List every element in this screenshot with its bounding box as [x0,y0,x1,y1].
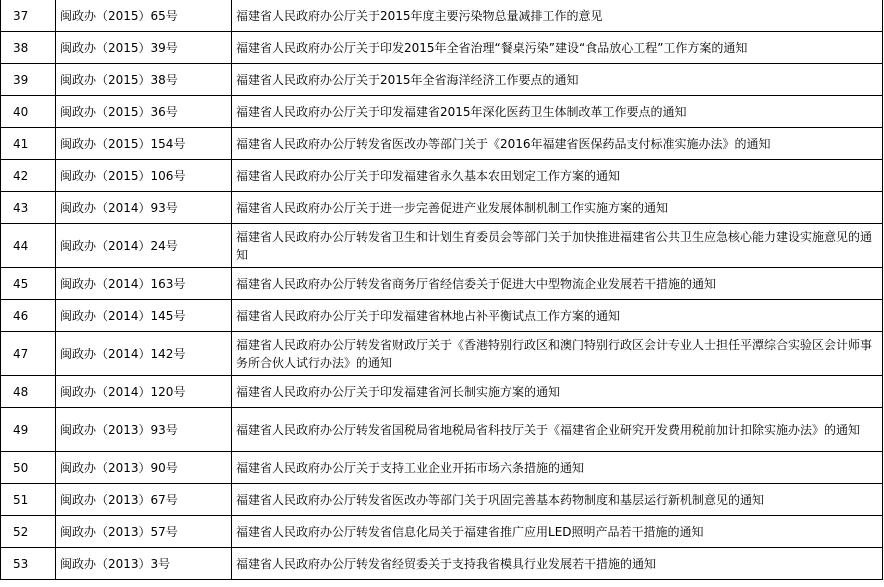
table-row [1,452,883,484]
document-title: 福建省人民政府办公厅转发省财政厅关于《香港特别行政区和澳门特别行政区会计专业人士担任平潭综合实验区会计师事务所合伙人试行办法》的通知 [232,332,883,376]
document-number: 闽政办（2013）67号 [56,484,232,516]
document-title: 福建省人民政府办公厅关于2015年全省海洋经济工作要点的通知 [232,64,883,96]
row-number: 52 [1,516,56,548]
document-title: 福建省人民政府办公厅关于印发福建省河长制实施方案的通知 [232,376,883,408]
table-row [1,548,883,580]
row-number: 50 [1,452,56,484]
document-title: 福建省人民政府办公厅关于进一步完善促进产业发展体制机制工作实施方案的通知 [232,192,883,224]
document-title: 福建省人民政府办公厅关于印发福建省永久基本农田划定工作方案的通知 [232,160,883,192]
row-number: 53 [1,548,56,580]
document-title: 福建省人民政府办公厅关于印发2015年全省治理“餐桌污染”建设“食品放心工程”工作方案的通知 [232,32,883,64]
row-number: 38 [1,32,56,64]
row-number: 48 [1,376,56,408]
row-number: 37 [1,0,56,32]
document-number: 闽政办（2014）93号 [56,192,232,224]
document-number: 闽政办（2015）38号 [56,64,232,96]
table-row [1,0,883,32]
row-number: 44 [1,224,56,268]
table-row [1,300,883,332]
row-number: 51 [1,484,56,516]
table-row [1,332,883,376]
row-number: 40 [1,96,56,128]
table-row [1,408,883,452]
document-number: 闽政办（2013）3号 [56,548,232,580]
table-row [1,64,883,96]
row-number: 42 [1,160,56,192]
table-row [1,484,883,516]
document-number: 闽政办（2015）154号 [56,128,232,160]
document-title: 福建省人民政府办公厅转发省国税局省地税局省科技厅关于《福建省企业研究开发费用税前加计扣除实施办法》的通知 [232,408,883,452]
document-title: 福建省人民政府办公厅关于2015年度主要污染物总量减排工作的意见 [232,0,883,32]
row-number: 46 [1,300,56,332]
table-row [1,516,883,548]
document-title: 福建省人民政府办公厅转发省医改办等部门关于《2016年福建省医保药品支付标准实施办法》的通知 [232,128,883,160]
table-row [1,224,883,268]
document-title: 福建省人民政府办公厅转发省信息化局关于福建省推广应用LED照明产品若干措施的通知 [232,516,883,548]
document-number: 闽政办（2013）90号 [56,452,232,484]
document-title: 福建省人民政府办公厅转发省经贸委关于支持我省模具行业发展若干措施的通知 [232,548,883,580]
row-number: 47 [1,332,56,376]
row-number: 43 [1,192,56,224]
document-title: 福建省人民政府办公厅转发省卫生和计划生育委员会等部门关于加快推进福建省公共卫生应急核心能力建设实施意见的通知 [232,224,883,268]
document-title: 福建省人民政府办公厅关于支持工业企业开拓市场六条措施的通知 [232,452,883,484]
document-number: 闽政办（2015）65号 [56,0,232,32]
document-title: 福建省人民政府办公厅转发省商务厅省经信委关于促进大中型物流企业发展若干措施的通知 [232,268,883,300]
table-row [1,32,883,64]
document-number: 闽政办（2015）36号 [56,96,232,128]
document-title: 福建省人民政府办公厅关于印发福建省林地占补平衡试点工作方案的通知 [232,300,883,332]
row-number: 41 [1,128,56,160]
document-number: 闽政办（2014）145号 [56,300,232,332]
document-number: 闽政办（2014）142号 [56,332,232,376]
document-title: 福建省人民政府办公厅关于印发福建省2015年深化医药卫生体制改革工作要点的通知 [232,96,883,128]
table-row [1,128,883,160]
table-row [1,160,883,192]
table-row [1,268,883,300]
table-row [1,376,883,408]
row-number: 45 [1,268,56,300]
document-number: 闽政办（2013）93号 [56,408,232,452]
document-number: 闽政办（2014）163号 [56,268,232,300]
row-number: 49 [1,408,56,452]
document-title: 福建省人民政府办公厅转发省医改办等部门关于巩固完善基本药物制度和基层运行新机制意见的通知 [232,484,883,516]
document-number: 闽政办（2015）106号 [56,160,232,192]
row-number: 39 [1,64,56,96]
document-number: 闽政办（2015）39号 [56,32,232,64]
document-number: 闽政办（2014）120号 [56,376,232,408]
table-row [1,96,883,128]
table-row [1,192,883,224]
document-number: 闽政办（2014）24号 [56,224,232,268]
document-number: 闽政办（2013）57号 [56,516,232,548]
